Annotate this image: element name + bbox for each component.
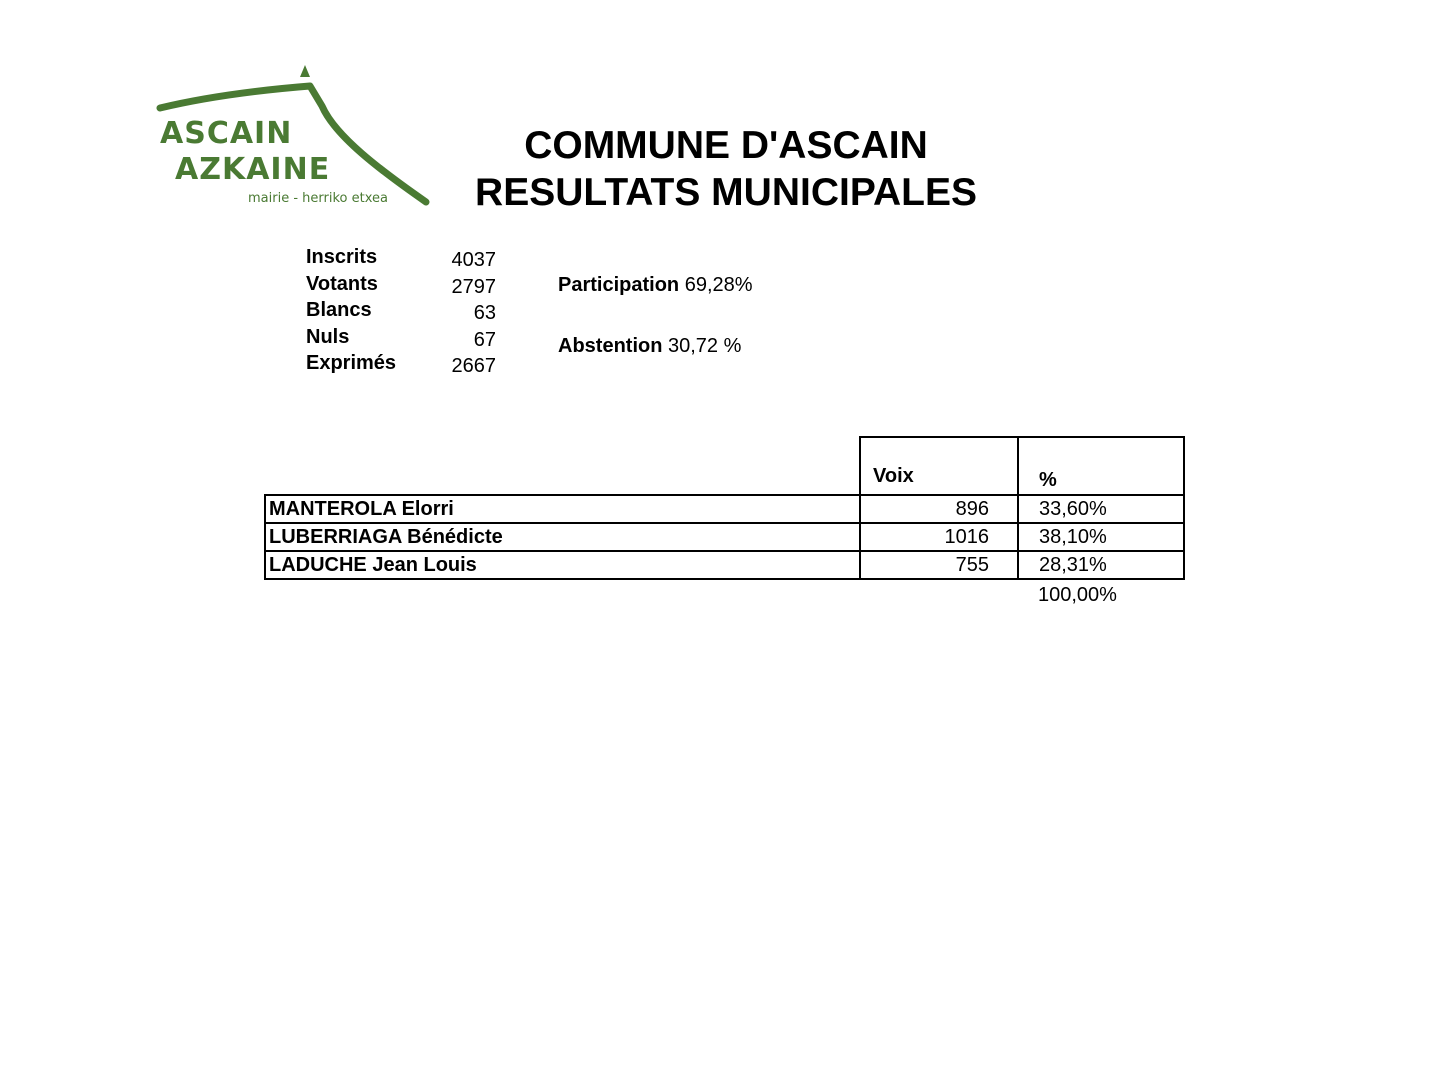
candidate-voix: 896 — [860, 495, 1018, 523]
total-row — [265, 579, 1184, 610]
title-line-resultats: RESULTATS MUNICIPALES — [475, 171, 977, 214]
stat-row-nuls — [306, 326, 506, 353]
stat-value: 2667 — [451, 355, 496, 377]
stat-row-votants — [306, 273, 506, 300]
candidate-name: LADUCHE Jean Louis — [265, 551, 860, 579]
stat-value: 2797 — [451, 275, 496, 298]
candidate-name: LUBERRIAGA Bénédicte — [265, 523, 860, 551]
total-blank-cell — [860, 579, 1018, 610]
stat-row-blancs — [306, 299, 506, 326]
stat-value: 4037 — [451, 249, 496, 271]
candidate-percent: 38,10% — [1018, 523, 1184, 551]
logo-text-ascain: ASCAIN — [160, 116, 293, 151]
candidate-percent: 33,60% — [1018, 495, 1184, 523]
abstention-value: 30,72 % — [668, 335, 742, 357]
results-table — [264, 436, 1185, 610]
abstention-label: Abstention — [558, 335, 663, 357]
page-title — [426, 122, 1026, 216]
stat-row-exprimes — [306, 352, 506, 379]
header-blank-cell — [265, 437, 860, 495]
ascain-logo — [150, 60, 440, 210]
table-row — [265, 551, 1184, 579]
stat-label: Exprimés — [306, 352, 397, 374]
table-row — [265, 523, 1184, 551]
stat-label: Blancs — [306, 299, 372, 321]
candidate-voix: 1016 — [860, 523, 1018, 551]
table-row — [265, 495, 1184, 523]
stats-block — [306, 246, 506, 379]
stat-label: Nuls — [306, 325, 350, 348]
logo-text-azkaine: AZKAINE — [175, 152, 331, 187]
column-header-percent: % — [1018, 437, 1184, 495]
total-blank-cell — [265, 579, 860, 610]
logo-peak-mark — [300, 65, 310, 77]
participation-value: 69,28% — [684, 274, 753, 296]
candidate-percent: 28,31% — [1018, 551, 1184, 579]
candidate-name: MANTEROLA Elorri — [265, 495, 860, 523]
candidate-voix: 755 — [860, 551, 1018, 579]
stat-label: Inscrits — [306, 246, 378, 268]
total-percent: 100,00% — [1038, 583, 1117, 606]
stat-label: Votants — [306, 272, 378, 295]
participation-rate — [558, 274, 753, 297]
logo-subtitle: mairie - herriko etxea — [248, 191, 388, 206]
stat-value: 63 — [473, 302, 496, 324]
column-header-voix: Voix — [860, 437, 1018, 495]
stat-value: 67 — [473, 328, 496, 351]
table-header-row — [265, 437, 1184, 495]
participation-label: Participation — [558, 274, 680, 296]
abstention-rate — [558, 335, 741, 358]
stat-row-inscrits — [306, 246, 506, 273]
title-line-commune: COMMUNE D'ASCAIN — [524, 124, 928, 167]
